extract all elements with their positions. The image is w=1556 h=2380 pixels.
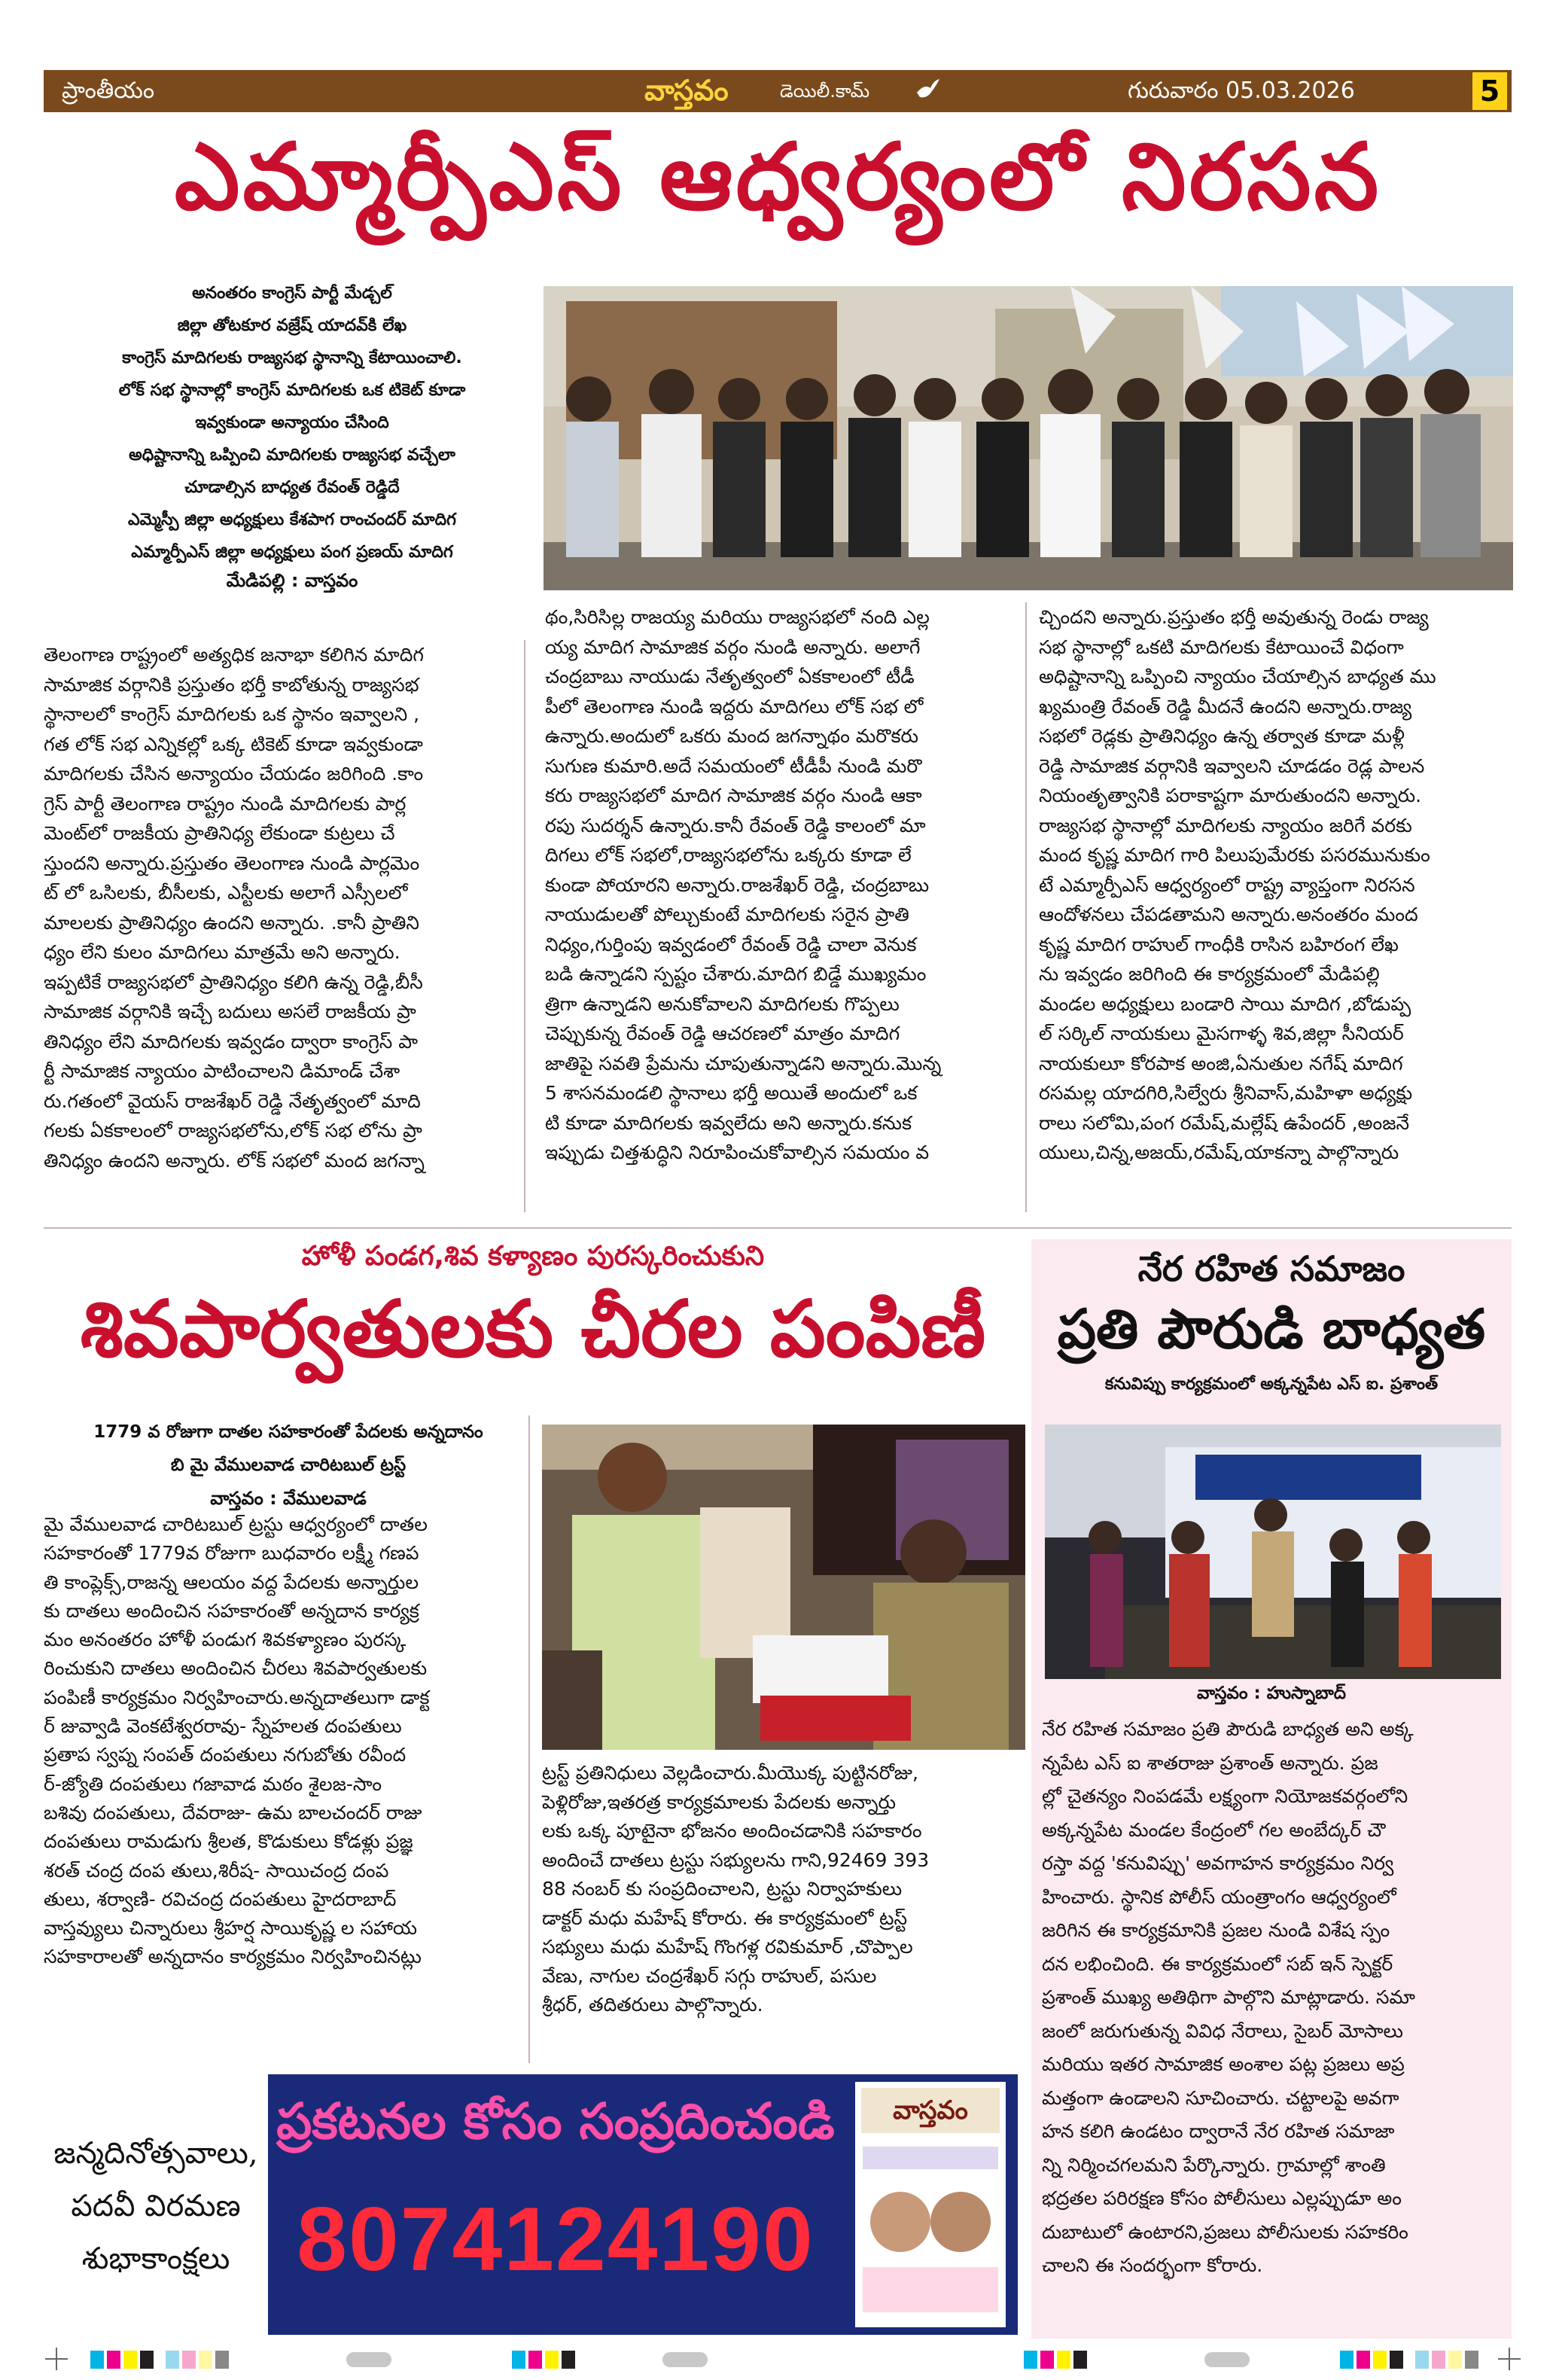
section-label: ప్రాంతీయం [62, 78, 155, 104]
lead-line: అనంతరం కాంగ్రెస్ పార్టీ మేడ్చల్ [192, 284, 392, 303]
body-line: సహకారాలతో అన్నదానం కార్యక్రమం నిర్వహించినట్లు [44, 1946, 422, 1968]
body-line: ల్ సర్కిల్ నాయకులు మైసగాళ్ళ శివ,జిల్లా సీనియర్ [1039, 1022, 1404, 1044]
article2-kicker: హోళీ పండగ,శివ కళ్యాణం పురస్కరించుకుని [301, 1241, 765, 1272]
body-line: హన కలిగి ఉండటం ద్వారానే నేర రహిత సమాజా [1042, 2120, 1395, 2142]
body-line: శ్రీధర్, తదితరులు పాల్గొన్నారు. [542, 1994, 763, 2016]
article1-lead [44, 277, 540, 596]
body-line: ట్ లో ఒసిలకు, బీసీలకు, ఎస్టీలకు అలాగే ఎస్సీలలో [44, 882, 408, 904]
advert-thumbnail-image [855, 2139, 1006, 2320]
body-line: పీలో తెలంగాణ నుండి ఇద్దరు మాదిగలు లోక్ సభ లో [545, 695, 924, 718]
body-line: జంలో జరుగుతున్న వివిధ నేరాలు, సైబర్ మోసాలు [1042, 2019, 1403, 2042]
body-line: దిగలు లోక్ సభలో,రాజ్యసభలోను ఒక్కరు కూడా లే [545, 844, 912, 866]
body-line: చ్చిందని అన్నారు.ప్రస్తుతం భర్తీ అవుతున్న రెండు రాజ్య [1039, 606, 1429, 628]
body-line: చాలని ఈ సందర్భంగా కోరారు. [1042, 2254, 1263, 2276]
body-line: తులు, శర్వాణి- రవిచంద్ర దంపతులు హైదరాబాద్ [44, 1888, 397, 1910]
issue-date: గురువారం 05.03.2026 [1128, 78, 1355, 104]
body-line: తి కాంప్లెక్స్,రాజన్న ఆలయం వద్ద పేదలకు అన్నార్తుల [44, 1571, 419, 1593]
body-line: దంపతులు రామడుగు శ్రీలత, కొడుకులు కోడళ్లు ప్రజ్ఞ [44, 1830, 413, 1853]
lead-line: 1779 వ రోజుగా దాతల సహకారంతో పేదలకు అన్నదానం [93, 1422, 483, 1442]
article1-column-3 [1039, 602, 1512, 1168]
body-line: ఖ్యమంత్రి రేవంత్ రెడ్డి మీదనే ఉందని అన్నారు.రాజ్య [1039, 695, 1412, 718]
body-line: మండల అధ్యక్షులు బండారి సాయి మాదిగ ,బోడుప్ప [1039, 992, 1411, 1015]
body-line: తినిధ్యం లేని మాదిగలకు ఇవ్వడం ద్వారా కాంగ్రెస్ పా [44, 1030, 419, 1053]
body-line: చెప్పుకున్న రేవంత్ రెడ్డి ఆచరణలో మాత్రం మాదిగ [545, 1022, 900, 1044]
advert-left-line: జన్మదినోత్సవాలు, [53, 2136, 258, 2171]
body-line: అందించే దాతలు ట్రస్టు సభ్యులను గాని,92469 393 [542, 1848, 930, 1871]
body-line: సభ్యులు మధు మహేష్ గొంగళ్ల రవికుమార్ ,చొప్పాల [542, 1936, 913, 1958]
body-line: నేర రహిత సమాజం ప్రతి పౌరుడి బాధ్యత అని అక్క [1042, 1718, 1414, 1740]
body-line: య్య మాదిగ సామాజిక వర్గం నుండి అన్నారు. అలాగే [545, 635, 921, 658]
advert-title: ప్రకటనల కోసం సంప్రదించండి [276, 2092, 835, 2150]
body-line: కుండా పోయారని అన్నారు.రాజశేఖర్ రెడ్డి, చంద్రబాబు [545, 873, 930, 896]
brand-name: వాస్తవం [644, 73, 729, 107]
body-line: త్రిగా ఉన్నాడని అనుకోవాలని మాదిగలకు గొప్పలు [545, 992, 900, 1015]
article3-dateline: వాస్తవం : హుస్నాబాద్ [1196, 1684, 1347, 1703]
body-line: 88 నంబర్ కు సంప్రదించాలని, ట్రస్టు నిర్వాహకులు [542, 1878, 903, 1900]
article1-column-1 [44, 640, 510, 1175]
body-line: బశివు దంపతులు, దేవరాజు- ఉమ బాలచందర్ రాజు [44, 1801, 422, 1824]
article3-subhead: కనువిప్పు కార్యక్రమంలో అక్కన్నపేట ఎస్ ఐ. ప్రశాంత్ [1104, 1375, 1439, 1394]
body-line: ర్టీ సామాజిక న్యాయం పాటించాలని డిమాండ్ చేశా [44, 1060, 400, 1082]
body-line: స్థానాలలో కాంగ్రెస్ మాదిగలకు ఒక స్థానం ఇవ్వాలని , [44, 703, 420, 725]
body-line: టే ఎమ్మార్పీఎస్ ఆధ్వర్యంలో రాష్ట్ర వ్యాప్తంగా నిరసన [1039, 873, 1415, 896]
body-line: ధ్యం లేని కులం మాదిగలు మాత్రమే అని అన్నారు. [44, 941, 400, 963]
body-line: భద్రతల పరిరక్షణ కోసం పోలీసులు ఎల్లప్పుడూ అం [1042, 2187, 1402, 2209]
body-line: జాతిపై సవతి ప్రేమను చూపుతున్నాడని అన్నారు.మొన్న [545, 1052, 942, 1074]
advert-newspaper-thumbnail [855, 2082, 1006, 2327]
body-line: థం,సిరిసిల్ల రాజయ్య మరియు రాజ్యసభలో నంది ఎల్ల [545, 606, 930, 628]
article3-body [1042, 1713, 1501, 2283]
advert-banner [44, 2074, 1018, 2335]
body-line: సామాజిక వర్గానికి ప్రస్తుతం భర్తీ కాబోతున్న రాజ్యసభ [44, 673, 419, 696]
lead-line: లోక్ సభ స్థానాల్లో కాంగ్రెస్ మాదిగలకు ఒక టికెట్ కూడా [118, 381, 466, 400]
article3-kicker: నేర రహిత సమాజం [1137, 1248, 1405, 1289]
body-line: నియంతృత్వానికి పరాకాష్టగా మారుతుందని అన్నారు. [1039, 785, 1422, 806]
body-line: గలకు ఏకకాలంలో రాజ్యసభలోను,లోక్ సభ లోను ప్రా [44, 1120, 422, 1141]
column-divider [528, 1416, 530, 2063]
body-line: రెడ్డి సామాజిక వర్గానికి ఇవ్వాలని చూడడం రెడ్ల పాలన [1039, 754, 1425, 777]
body-line: సభ స్థానాల్లో ఒకటి మాదిగలకు కేటాయించే విధంగా [1039, 635, 1404, 658]
body-line: డాక్టర్ మధు మహేష్ కోరారు. ఈ కార్యక్రమంలో ట్రస్ట్ [542, 1906, 908, 1929]
body-line: పెళ్లిరోజు,ఇతరత్ర కార్యక్రమాలకు పేదలకు అన్నార్తు [542, 1790, 897, 1813]
body-line: మం అనంతరం హోళీ పండుగ శివకళ్యాణం పురస్క [44, 1629, 407, 1651]
column-divider [1025, 602, 1027, 1212]
body-line: రాజ్యసభ స్థానాల్లో మాదిగలకు న్యాయం జరిగే వరకు [1039, 814, 1412, 837]
body-line: దన లభించింది. ఈ కార్యక్రమంలో సబ్ ఇన్ స్పెక్టర్ [1042, 1952, 1393, 1975]
body-line: సామాజిక వర్గానికి ఇచ్చే బదులు అసలే రాజకీయ ప్రా [44, 1001, 416, 1022]
body-line: ర్ జువ్వాడి వెంకటేశ్వరరావు- స్నేహలత దంపతులు [44, 1715, 402, 1738]
body-line: దుబాటులో ఉంటారని,ప్రజలు పోలీసులకు సహకరిం [1042, 2220, 1408, 2243]
body-line: తెలంగాణ రాష్ట్రంలో అత్యధిక జనాభా కలిగిన మాదిగ [44, 644, 424, 666]
lead-line: బి మై వేములవాడ చారిటబుల్ ట్రస్ట్ [170, 1455, 407, 1475]
body-line: నాయకులూ కోరపాక అంజి,ఏనుతుల నగేష్ మాదిగ [1039, 1052, 1403, 1074]
body-line: రాలు సలోమి,పంగ రమేష్,మల్లేష్ ఉపేందర్ ,అంజనే [1039, 1111, 1410, 1134]
lead-line: కాంగ్రెస్ మాదిగలకు రాజ్యసభ స్థానాన్ని కేటాయించాలి. [122, 349, 462, 367]
lead-line: జిల్లా తోటకూర వజ్రేష్ యాదవ్‌కి లేఖ [177, 316, 407, 335]
body-line: రించుకుని దాతలు అందించిన చీరలు శివపార్వతులకు [44, 1657, 428, 1680]
advert-left-line: శుభాకాంక్షలు [81, 2241, 230, 2276]
body-line: వాస్తవ్యులు చిన్నారులు శ్రీహర్ష సాయికృష్ణ ల సహాయ [44, 1917, 418, 1940]
body-line: నాయుడులతో పోల్చుకుంటే మాదిగలకు సరైన ప్రాతి [545, 904, 909, 925]
body-line: మరియు ఇతర సామాజిక అంశాల పట్ల ప్రజలు అప్ర [1042, 2053, 1405, 2075]
body-line: రు.గతంలో వైయస్ రాజశేఖర్ రెడ్డి నేతృత్వంలో మాది [44, 1089, 421, 1112]
advert-left-line: పదవీ విరమణ [71, 2189, 241, 2223]
lead-line: ఎమ్మెస్పీ జిల్లా అధ్యక్షులు కేశపాగ రాంచందర్ మాదిగ [127, 510, 457, 529]
body-line: స్తుందని అన్నారు.ప్రస్తుతం తెలంగాణ నుండి పార్లమెం [44, 852, 420, 874]
body-line: తినిధ్యం ఉందని అన్నారు. లోక్ సభలో మంద జగన్నా [44, 1149, 425, 1172]
body-line: అధిష్టానాన్ని ఒప్పించి న్యాయం చేయాల్సిన బాధ్యత ము [1039, 666, 1436, 687]
body-line: ర్-జ్యోతి దంపతులు గజావాడ మఠం శైలజ-సాం [44, 1772, 382, 1795]
body-line: రసమల్ల యాదగిరి,సిల్వేరు శ్రీనివాస్,మహిళా అధ్యక్షు [1039, 1082, 1413, 1104]
body-line: అక్కన్నపేట మండల కేంద్రంలో గల అంబేద్కర్ చౌ [1042, 1818, 1386, 1841]
body-line: గత లోక్ సభ ఎన్నికల్లో ఒక్క టికెట్ కూడా ఇవ్వకుండా [44, 733, 423, 755]
body-line: సుగుణ కుమారి.అదే సమయంలో టీడీపీ నుండి మరొ [545, 754, 922, 777]
body-line: మత్తంగా ఉండాలని సూచించారు. చట్టాలపై అవగా [1042, 2086, 1399, 2109]
body-line: యులు,చిన్న,అజయ్,రమేష్,యాకన్నా పాల్గొన్నారు [1039, 1141, 1399, 1163]
body-line: కు దాతలు అందించిన సహకారంతో అన్నదాన కార్యక్ర [44, 1599, 419, 1622]
body-line: న్నపేట ఎస్ ఐ శాతరాజు ప్రశాంత్ అన్నారు. ప్రజ [1042, 1751, 1378, 1774]
body-line: ఇప్పటికే రాజ్యసభలో ప్రాతినిధ్యం కలిగి ఉన్న రెడ్డి,బీసీ [44, 971, 423, 993]
article2-column-1 [44, 1510, 519, 1972]
article2-headline: శివపార్వతులకు చీరల పంపిణీ [80, 1283, 986, 1375]
body-line: ఉన్నారు.అందులో ఒకరు మంద జగన్నాథం మరొకరు [545, 725, 919, 747]
body-line: మంద కృష్ణ మాదిగ గారి పిలుపుమేరకు పసరమునుకుం [1039, 844, 1430, 866]
body-line: శరత్ చంద్ర దంప తులు,శిరీష- సాయిచంద్ర దంప [44, 1859, 389, 1882]
article3-photo [1045, 1425, 1501, 1679]
article2-column-2 [542, 1759, 1024, 2020]
body-line: నిధ్యం,గుర్తింపు ఇవ్వడంలో రేవంత్ రెడ్డి చాలా వెనుక [545, 933, 917, 955]
article1-photo [544, 286, 1513, 590]
registration-mark-icon [45, 2348, 68, 2373]
body-line: హించారు. స్థానిక పోలీస్ యంత్రాంగం ఆధ్వర్యంలో [1042, 1885, 1396, 1908]
article1-column-2 [545, 602, 1012, 1168]
body-line: పంపిణీ కార్యక్రమం నిర్వహించారు.అన్నదాతలుగా డాక్ట [44, 1686, 430, 1708]
lead-line: ఎమ్మార్పీఎస్ జిల్లా అధ్యక్షులు పంగ ప్రణయ్ మాదిగ [131, 543, 453, 562]
body-line: మాదిగలకు చేసిన అన్యాయం చేయడం జరిగింది .కాం [44, 763, 424, 785]
body-line: న్ని నిర్మించగలమని పేర్కొన్నారు. గ్రామాల్లో శాంతి [1042, 2153, 1386, 2176]
lead-line: అధిష్టానాన్ని ఒప్పించి మాదిగలకు రాజ్యసభ వచ్చేలా [129, 446, 455, 465]
body-line: మెంట్‌లో రాజకీయ ప్రాతినిధ్య లేకుండా కుట్రలు చే [44, 822, 395, 844]
body-line: టి కూడా మాదిగలకు ఇవ్వలేదు అని అన్నారు.కనుక [545, 1111, 912, 1134]
section-divider [44, 1227, 1512, 1229]
body-line: కరు రాజ్యసభలో మాదిగ సామాజిక వర్గం నుండి ఆకా [545, 785, 922, 806]
body-line: రపు సుదర్శన్ ఉన్నారు.కానీ రేవంత్ రెడ్డి కాలంలో మా [545, 814, 926, 837]
brand-website: డెయిలీ.కామ్ [780, 81, 870, 102]
advert-logo: వాస్తవం [861, 2088, 1000, 2133]
body-line: జరిగిన ఈ కార్యక్రమానికి ప్రజల నుండి విశేష స్పం [1042, 1919, 1390, 1941]
article1-dateline: మేడిపల్లి : వాస్తవం [226, 570, 358, 591]
body-line: మై వేములవాడ చారిటబుల్ ట్రస్టు ఆధ్వర్యంలో దాతల [44, 1513, 428, 1535]
advert-left-panel [44, 2074, 268, 2335]
lead-line: ఇవ్వకుండా అన్యాయం చేసింది [195, 413, 389, 432]
body-line: వేణు, నాగుల చంద్రశేఖర్ సగ్గు రాహుల్, పసుల [542, 1964, 877, 1987]
column-divider [524, 640, 525, 1212]
body-line: ప్రతాప స్వప్న సంపత్ దంపతులు నగుబోతు రవీంద [44, 1744, 407, 1766]
body-line: బడి ఉన్నాడని స్పష్టం చేశారు.మాదిగ బిడ్డే ముఖ్యమం [545, 963, 927, 985]
body-line: 5 శాసనమండలి స్థానాలు భర్తీ అయితే అందులో ఒక [545, 1082, 918, 1104]
body-line: ట్రస్ట్ ప్రతినిధులు వెల్లడించారు.మీయొక్క పుట్టినరోజు, [542, 1762, 918, 1784]
advert-phone: 8074124190 [297, 2189, 815, 2290]
article3-headline: ప్రతి పౌరుడి బాధ్యత [1057, 1297, 1486, 1361]
registration-mark-icon [1498, 2348, 1521, 2373]
color-calibration-bar [90, 2351, 1483, 2369]
article2-lead [44, 1416, 533, 1515]
body-line: కృష్ణ మాదిగ రాహుల్ గాంధీకి రాసిన బహిరంగ లేఖ [1039, 933, 1399, 955]
article2-dateline: వాస్తవం : వేములవాడ [210, 1488, 367, 1509]
body-line: సభలో రెడ్లకు ప్రాతినిధ్యం ఉన్న తర్వాత కూడా మళ్లీ [1039, 725, 1405, 747]
body-line: ను ఇవ్వడం జరిగింది ఈ కార్యక్రమంలో మేడిపల్లి [1039, 963, 1380, 985]
body-line: ఆందోళనలు చేపడతామని అన్నారు.అనంతరం మంద [1039, 904, 1418, 925]
body-line: చంద్రబాబు నాయుడు నేతృత్వంలో ఏకకాలంలో టీడీ [545, 666, 915, 687]
body-line: ప్రశాంత్ ముఖ్య అతిథిగా పాల్గొని మాట్లాడారు. సమా [1042, 1986, 1415, 2008]
body-line: మాలలకు ప్రాతినిధ్యం ఉందని అన్నారు. .కానీ ప్రాతిని [44, 911, 419, 934]
body-line: లకు ఒక్క పూటైనా భోజనం అందించడానికి సహకారం [542, 1820, 922, 1842]
body-line: ల్లో చైతన్యం నింపడమే లక్ష్యంగా నియోజకవర్గంలోని [1042, 1785, 1408, 1807]
body-line: ఇప్పుడు చిత్తశుద్ధిని నిరూపించుకోవాల్సిన సమయం వ [545, 1141, 930, 1163]
body-line: రస్తా వద్ద 'కనువిప్పు' అవగాహన కార్యక్రమం నిర్వ [1042, 1852, 1394, 1874]
page-number: 5 [1472, 72, 1507, 110]
lead-line: చూడాల్సిన బాధ్యత రేవంత్ రెడ్డిదే [184, 478, 400, 497]
body-line: సహకారంతో 1779వ రోజుగా బుధవారం లక్ష్మీ గణప [44, 1542, 419, 1565]
article1-headline: ఎమ్మార్పీఎస్ ఆధ్వర్యంలో నిరసన [174, 123, 1382, 230]
body-line: గ్రెస్ పార్టీ తెలంగాణ రాష్ట్రం నుండి మాదిగలకు పార్ల [44, 792, 407, 815]
bird-logo-icon [915, 78, 941, 103]
article2-photo [542, 1425, 1025, 1750]
page-header [44, 70, 1512, 112]
